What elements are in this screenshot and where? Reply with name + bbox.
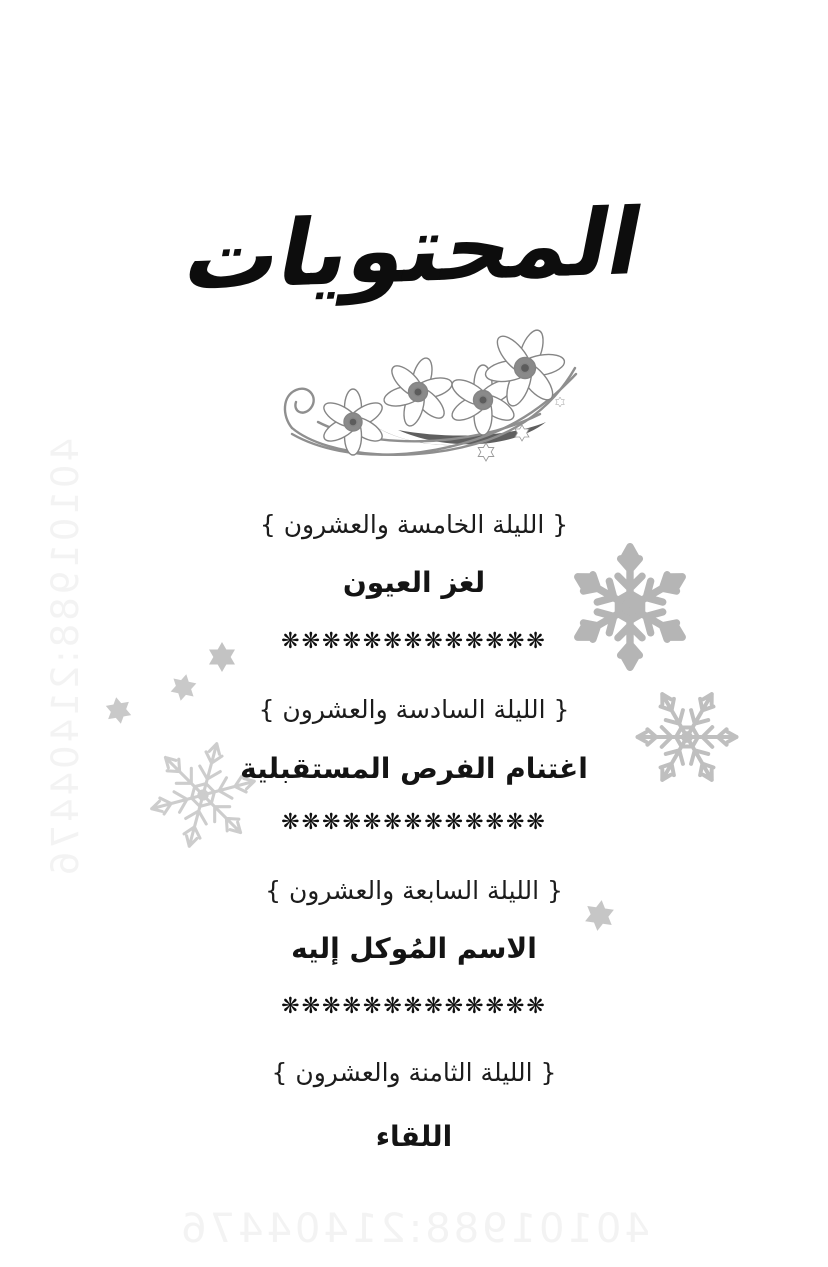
daffodil-spray-icon — [278, 330, 588, 475]
watermark-number-left: 40101988:21404476 — [44, 438, 87, 879]
entry-4-night-header: { الليلة الثامنة والعشرون } — [271, 1058, 557, 1087]
entry-3-night-header: { الليلة السابعة والعشرون } — [265, 876, 563, 905]
flower-asterisk-divider: ❋❋❋❋❋❋❋❋❋❋❋❋❋ — [281, 629, 547, 654]
entry-2-title: اغتنام الفرص المستقبلية — [240, 752, 588, 785]
watermark-number-bottom: 40101988:21404476 — [178, 1206, 650, 1252]
flower-asterisk-divider: ❋❋❋❋❋❋❋❋❋❋❋❋❋ — [281, 994, 547, 1019]
entry-3-title: الاسم المُوكل إليه — [291, 932, 537, 965]
entry-2-night-header: { الليلة السادسة والعشرون } — [258, 695, 570, 724]
entry-4-title: اللقاء — [375, 1120, 453, 1153]
entry-1-title: لغز العيون — [342, 566, 486, 599]
page-title: المحتويات — [176, 188, 652, 311]
entry-1-night-header: { الليلة الخامسة والعشرون } — [259, 510, 569, 539]
flower-asterisk-divider: ❋❋❋❋❋❋❋❋❋❋❋❋❋ — [281, 810, 547, 835]
